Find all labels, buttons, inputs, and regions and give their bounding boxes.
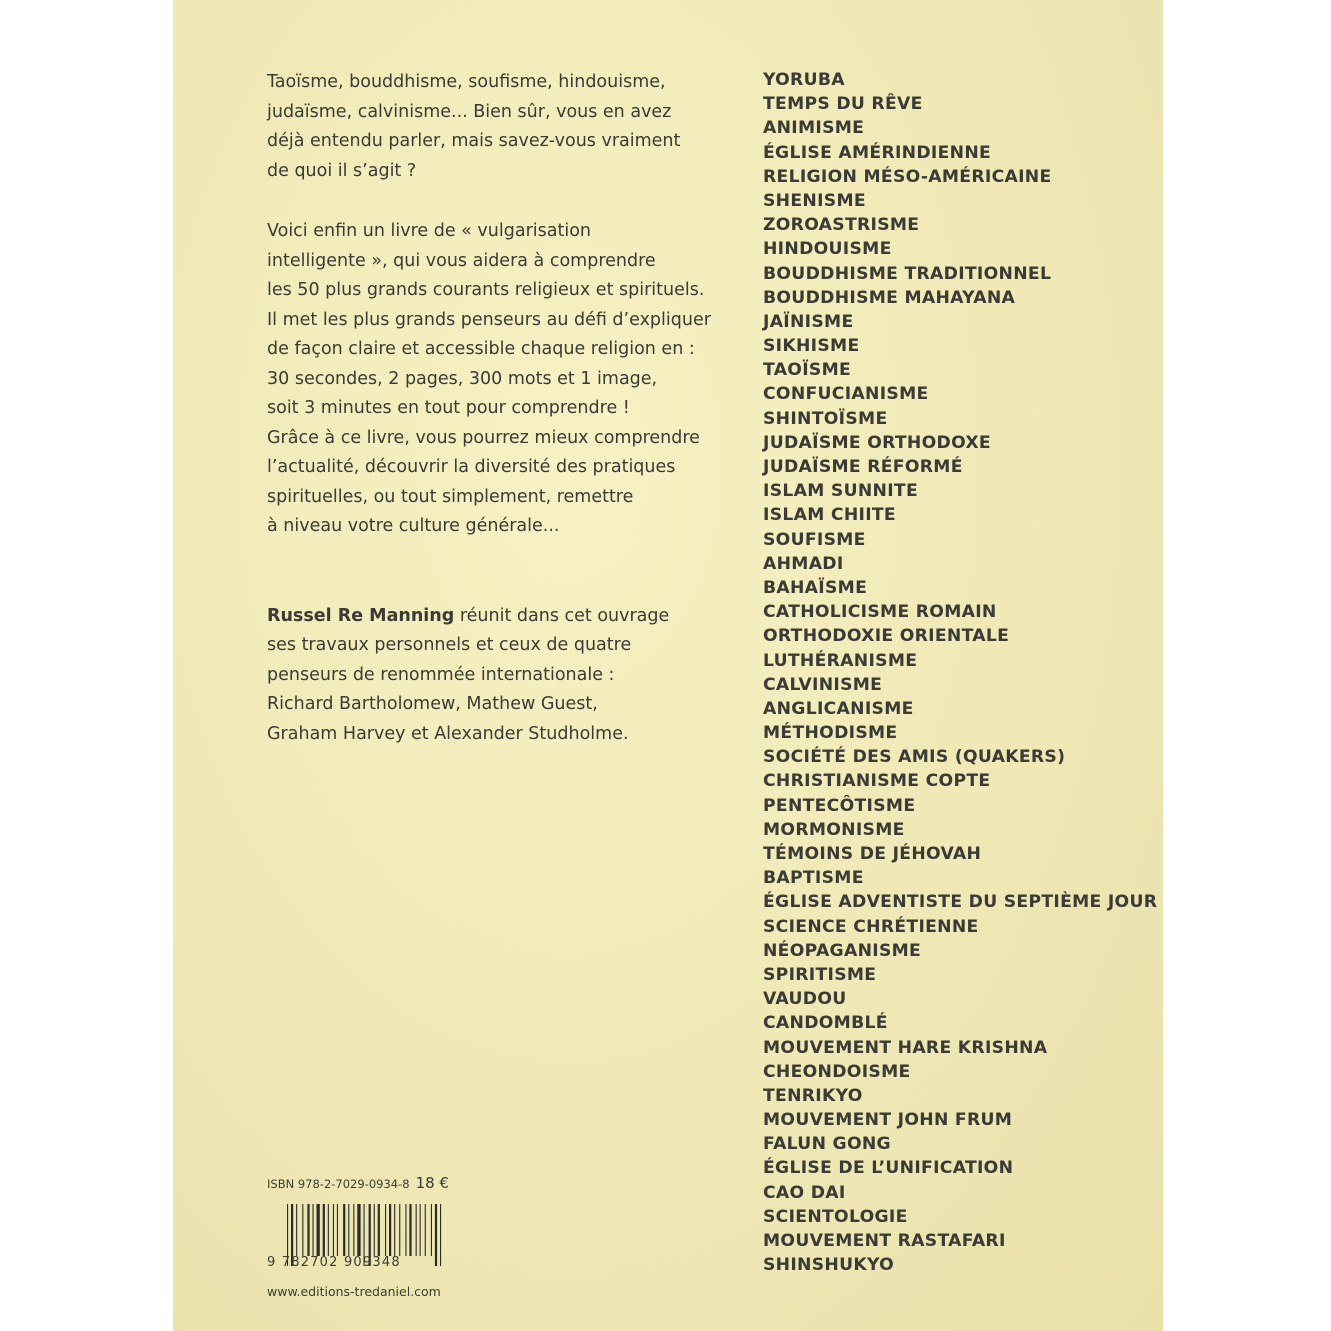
barcode-bar <box>431 1204 432 1256</box>
religion-list-item: TÉMOINS DE JÉHOVAH <box>763 844 982 864</box>
barcode-bar <box>323 1204 325 1256</box>
price-text: 18 € <box>415 1174 449 1192</box>
blurb-column <box>267 68 717 780</box>
religion-list-item: BAHAÏSME <box>763 577 868 598</box>
religion-list-item: MOUVEMENT HARE KRISHNA <box>763 1037 1048 1058</box>
barcode-bar <box>405 1204 406 1256</box>
isbn-price-row <box>267 1174 467 1192</box>
blurb-line: Graham Harvey et Alexander Studholme. <box>267 723 629 744</box>
blurb-line: penseurs de renommée internationale : <box>267 664 615 685</box>
barcode-bar <box>353 1204 354 1256</box>
book-back-cover <box>173 0 1163 1331</box>
religion-list-item: ISLAM SUNNITE <box>763 481 918 502</box>
religion-list-item: MOUVEMENT RASTAFARI <box>763 1231 1006 1251</box>
religion-list-item: ZOROASTRISME <box>763 215 920 236</box>
barcode-bar <box>420 1204 421 1256</box>
blurb-line: déjà entendu parler, mais savez-vous vraiment <box>267 131 681 151</box>
religion-list-item: MÉTHODISME <box>763 723 898 744</box>
religion-list-item: MORMONISME <box>763 819 905 840</box>
religion-list-item: CONFUCIANISME <box>763 384 929 405</box>
barcode-bar <box>425 1204 426 1256</box>
religion-list-item: ÉGLISE AMÉRINDIENNE <box>763 142 992 163</box>
religion-list-item: CATHOLICISME ROMAIN <box>763 602 997 623</box>
barcode-bar <box>385 1204 386 1256</box>
blurb-line: à niveau votre culture générale... <box>267 516 560 536</box>
barcode-bar <box>307 1204 309 1256</box>
religion-list-item: SOCIÉTÉ DES AMIS (QUAKERS) <box>763 747 1066 768</box>
religion-list-item: CANDOMBLÉ <box>763 1013 888 1034</box>
barcode-bar <box>378 1204 380 1256</box>
religion-list-item: VAUDOU <box>763 989 847 1010</box>
blurb-line: spirituelles, ou tout simplement, remettre <box>267 486 634 507</box>
barcode-digits: 9 782702 909348 <box>267 1255 401 1270</box>
blurb-line: les 50 plus grands courants religieux et spirituels. <box>267 280 705 300</box>
religion-list-item: SPIRITISME <box>763 964 877 985</box>
blurb-line: intelligente », qui vous aidera à comprendre <box>267 250 656 271</box>
blurb-line: de quoi il s’agit ? <box>267 160 417 181</box>
religion-list-item: CALVINISME <box>763 674 883 695</box>
religion-list-item: NÉOPAGANISME <box>763 940 922 961</box>
religion-list-item: HINDOUISME <box>763 239 892 260</box>
blurb-line: judaïsme, calvinisme... Bien sûr, vous en avez <box>267 101 672 122</box>
barcode-bar <box>302 1204 303 1256</box>
blurb-line <box>267 602 717 632</box>
religion-list-item: TENRIKYO <box>763 1085 863 1106</box>
religion-list-item: JUDAÏSME ORTHODOXE <box>763 432 991 453</box>
blurb-paragraph-2 <box>267 217 717 542</box>
religion-list-item: BOUDDHISME TRADITIONNEL <box>763 263 1052 284</box>
barcode-bar <box>317 1204 320 1256</box>
religion-list-item: JAÏNISME <box>763 311 854 332</box>
barcode-bar <box>313 1204 314 1256</box>
religion-list-item: TEMPS DU RÊVE <box>763 94 923 115</box>
barcode-bar <box>357 1204 360 1256</box>
religion-list-item: AHMADI <box>763 553 844 574</box>
religion-list-item: MOUVEMENT JOHN FRUM <box>763 1110 1013 1131</box>
religion-list-item: SHINSHUKYO <box>763 1255 895 1276</box>
blurb-line: Voici enfin un livre de « vulgarisation <box>267 221 591 241</box>
religion-list-item: SHINTOÏSME <box>763 408 888 429</box>
barcode-bar <box>348 1204 349 1256</box>
religion-list-item: RELIGION MÉSO-AMÉRICAINE <box>763 166 1052 187</box>
religion-list-item: CAO DAI <box>763 1182 846 1203</box>
author-name: Russel Re Manning <box>267 605 455 626</box>
religion-list-item: SIKHISME <box>763 336 860 357</box>
religion-list-item: CHEONDOISME <box>763 1061 911 1082</box>
religion-list-item: ISLAM CHIITE <box>763 505 896 526</box>
barcode-bar <box>374 1204 375 1256</box>
religion-list-item: YORUBA <box>763 70 845 90</box>
barcode-bar <box>337 1204 338 1256</box>
blurb-line: Taoïsme, bouddhisme, soufisme, hindouisme, <box>267 72 666 92</box>
religion-list-item: ÉGLISE ADVENTISTE DU SEPTIÈME JOUR <box>763 892 1158 913</box>
blurb-line: Richard Bartholomew, Mathew Guest, <box>267 694 598 714</box>
barcode-bar <box>333 1204 334 1256</box>
barcode-bar <box>416 1204 417 1256</box>
religion-list-item: ÉGLISE DE L’UNIFICATION <box>763 1158 1014 1179</box>
religion-list-item: CHRISTIANISME COPTE <box>763 771 991 792</box>
religion-list-item: BOUDDHISME MAHAYANA <box>763 287 1016 308</box>
religion-list-item: PENTECÔTISME <box>763 795 916 816</box>
author-paragraph <box>267 602 717 750</box>
blurb-line: Grâce à ce livre, vous pourrez mieux comprendre <box>267 427 700 448</box>
blurb-line: l’actualité, découvrir la diversité des pratiques <box>267 457 676 477</box>
religion-list-item: LUTHÉRANISME <box>763 650 918 671</box>
blurb-line: soit 3 minutes en tout pour comprendre ! <box>267 398 630 418</box>
isbn-text: ISBN 978-2-7029-0934-8 <box>267 1177 410 1191</box>
religion-list-item: JUDAÏSME RÉFORMÉ <box>763 457 963 477</box>
barcode-bar <box>328 1204 329 1256</box>
publisher-website: www.editions-tredaniel.com <box>267 1284 441 1299</box>
religion-list-item: SCIENTOLOGIE <box>763 1206 908 1227</box>
religion-list-item: ORTHODOXIE ORIENTALE <box>763 626 1010 647</box>
barcode-bar <box>409 1204 411 1256</box>
author-line-rest: réunit dans cet ouvrage <box>454 605 670 626</box>
barcode-bar <box>389 1204 391 1256</box>
religion-list-item: SCIENCE CHRÉTIENNE <box>763 916 979 937</box>
religion-list-item: SHENISME <box>763 190 866 211</box>
religion-list <box>763 68 1158 1277</box>
barcode-bar <box>343 1204 345 1256</box>
barcode-bar <box>399 1204 400 1256</box>
religion-list-item: TAOÏSME <box>763 360 852 381</box>
blurb-line: ses travaux personnels et ceux de quatre <box>267 635 632 655</box>
barcode-bar <box>394 1204 395 1256</box>
religion-list-item: BAPTISME <box>763 868 864 889</box>
religion-list-item: ANIMISME <box>763 118 865 139</box>
blurb-paragraph-1 <box>267 68 717 186</box>
religion-list-item: SOUFISME <box>763 529 866 550</box>
barcode-bar <box>296 1204 297 1256</box>
blurb-line: 30 secondes, 2 pages, 300 mots et 1 image, <box>267 368 658 389</box>
blurb-line: de façon claire et accessible chaque religion en : <box>267 339 695 359</box>
religion-list-item: ANGLICANISME <box>763 698 914 719</box>
religion-list-item: FALUN GONG <box>763 1134 891 1155</box>
blurb-line: Il met les plus grands penseurs au défi d’expliquer <box>267 309 711 330</box>
